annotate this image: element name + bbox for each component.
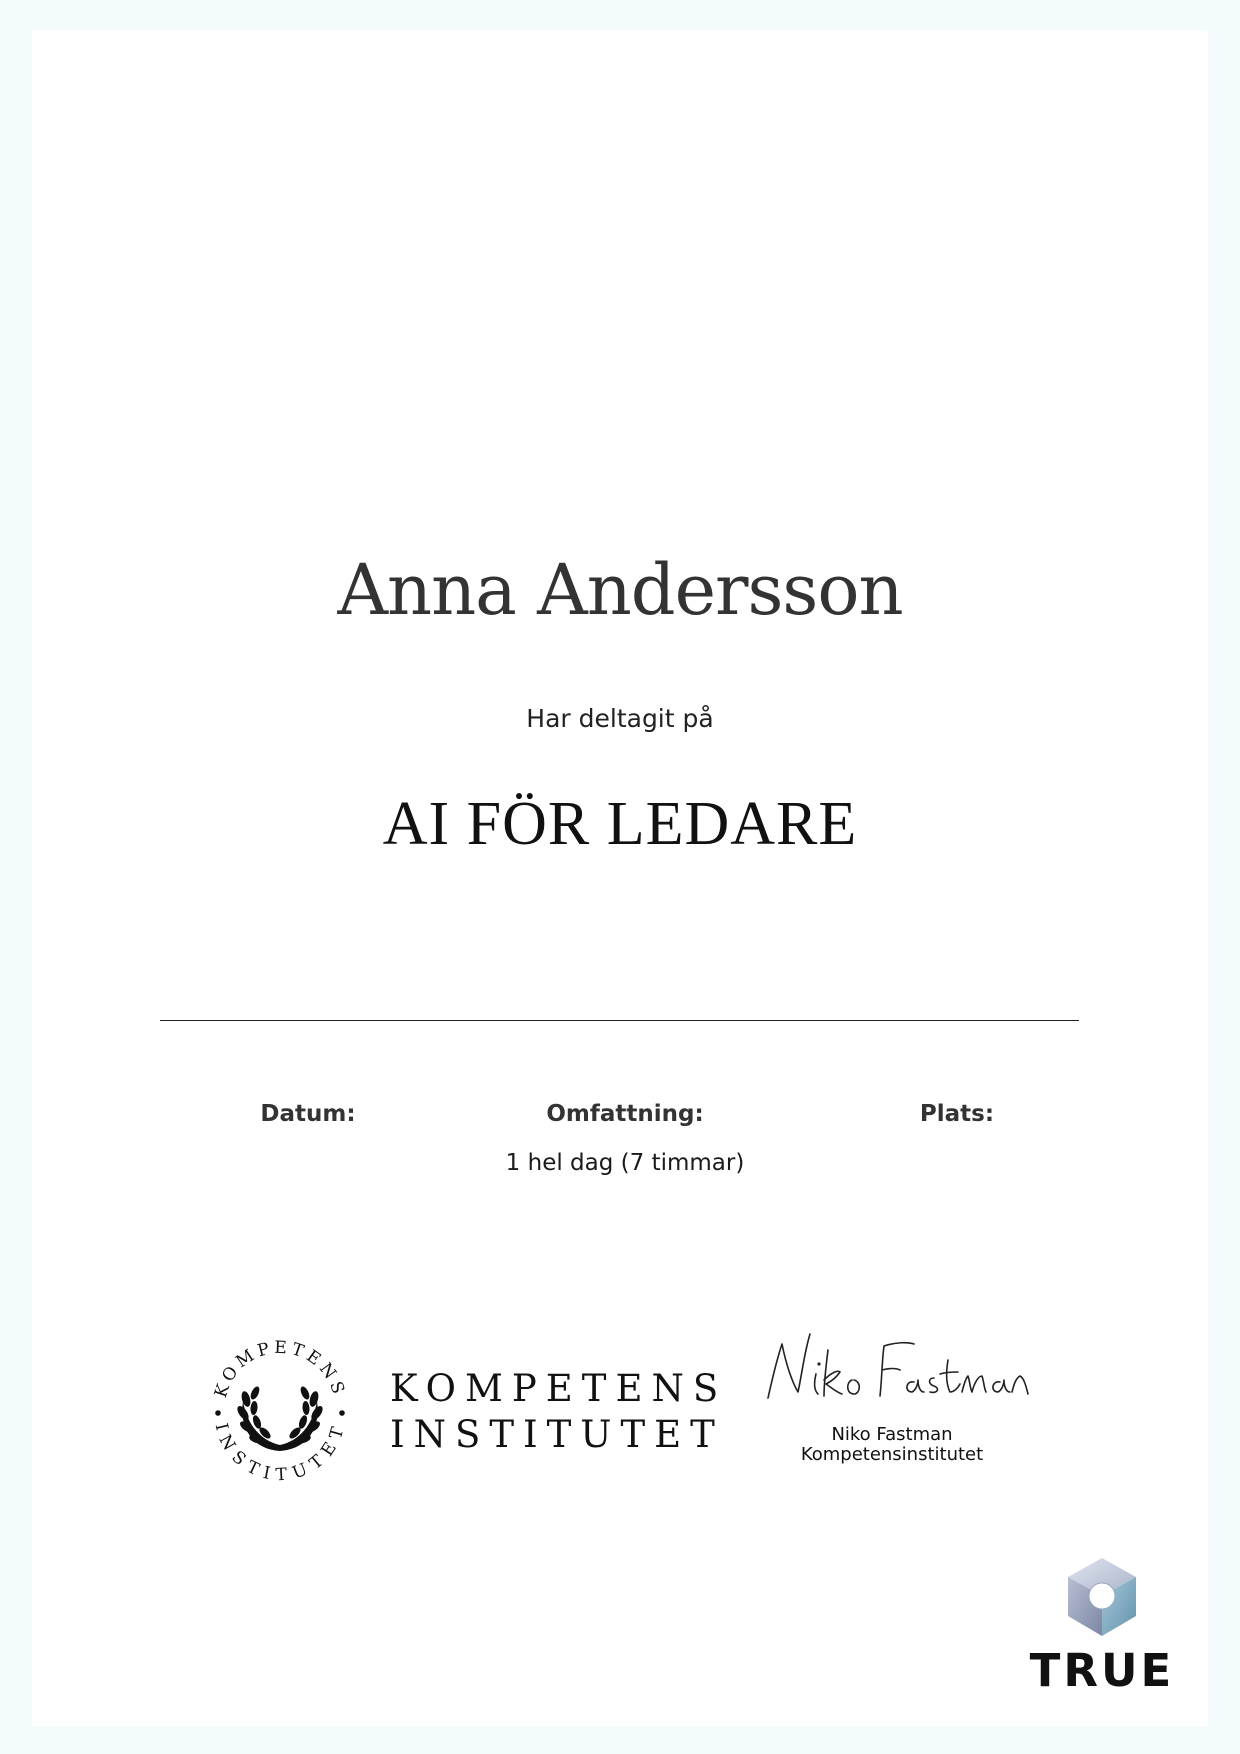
scope-value: 1 hel dag (7 timmar) xyxy=(505,1150,745,1176)
recipient-name: Anna Andersson xyxy=(337,549,903,631)
course-title: AI FÖR LEDARE xyxy=(382,790,858,858)
divider-line xyxy=(160,1020,1079,1021)
wordmark-line-1: KOMPETENS xyxy=(390,1367,728,1410)
wordmark-line-2: INSTITUTET xyxy=(390,1413,724,1456)
date-label: Datum: xyxy=(260,1101,356,1127)
partner-name: TRUE xyxy=(1029,1644,1175,1697)
participation-text: Har deltagit på xyxy=(526,704,714,733)
signer-organization: Kompetensinstitutet xyxy=(800,1444,984,1465)
laurel-wreath-icon xyxy=(205,1333,355,1483)
place-label: Plats: xyxy=(919,1101,995,1127)
signature xyxy=(762,1330,1032,1410)
institute-wordmark xyxy=(390,1366,727,1458)
seal-top-text: KOMPETENS xyxy=(210,1337,350,1401)
seal-bottom-text: INSTITUTET xyxy=(210,1421,350,1483)
hexagon-cube-icon xyxy=(1061,1556,1143,1638)
scope-label: Omfattning: xyxy=(546,1101,704,1127)
signer-name: Niko Fastman xyxy=(831,1424,953,1445)
